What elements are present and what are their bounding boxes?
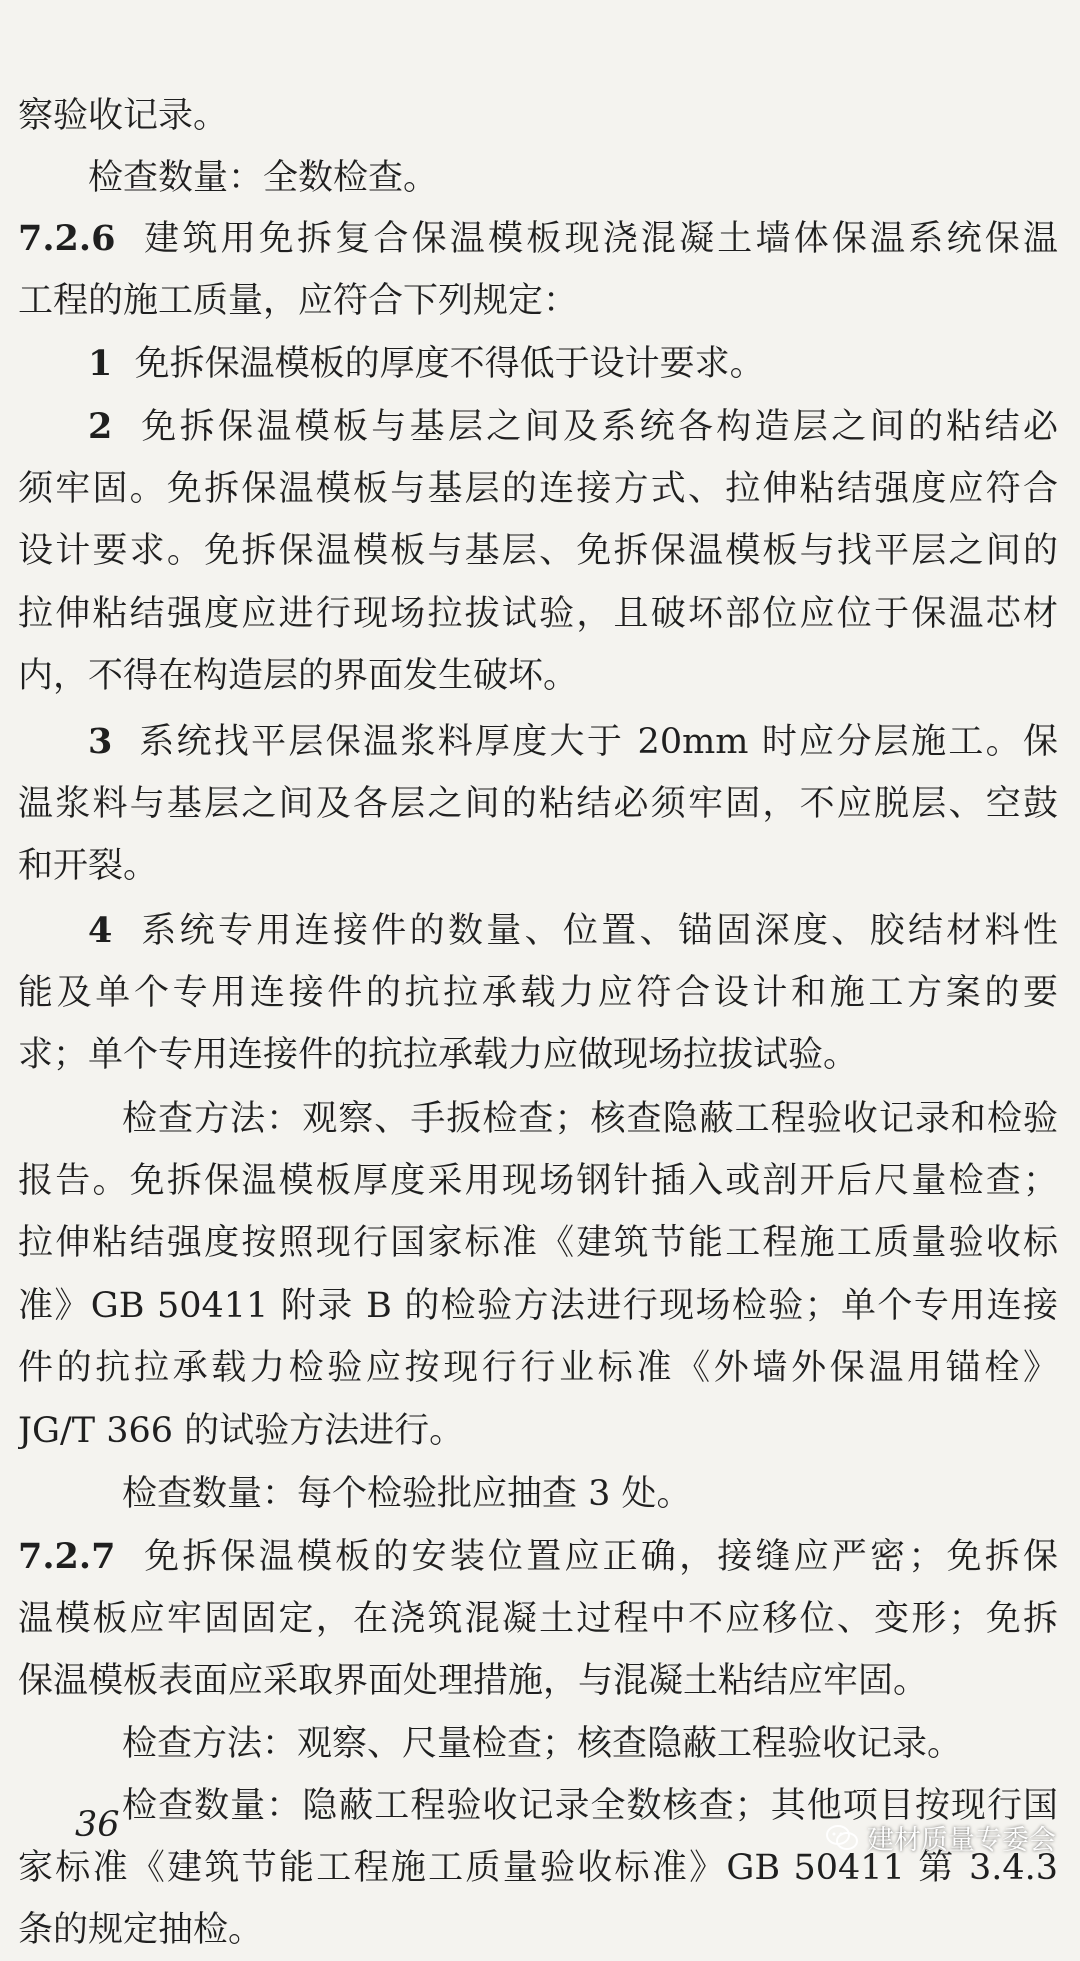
text-line: 须牢固。免拆保温模板与基层的连接方式、拉伸粘结强度应符合 [18,469,1058,509]
clause-heading: 7.2.6 建筑用免拆复合保温模板现浇混凝土墙体保温系统保温 [18,218,1058,259]
text-line: 设计要求。免拆保温模板与基层、免拆保温模板与找平层之间的 [18,531,1058,571]
text-line: 求；单个专用连接件的抗拉承载力应做现场拉拔试验。 [18,1035,859,1075]
list-item: 1 免拆保温模板的厚度不得低于设计要求。 [88,343,765,384]
text-line: 检查方法：观察、尺量检查；核查隐蔽工程验收记录。 [122,1724,963,1764]
clause-number: 7.2.6 [18,218,116,259]
item-number: 1 [88,343,113,384]
item-number: 3 [88,721,113,762]
text-line: 检查数量：隐蔽工程验收记录全数核查；其他项目按现行国 [122,1786,1058,1826]
watermark-text: 建材质量专委会 [867,1825,1056,1856]
clause-heading: 7.2.7 免拆保温模板的安装位置应正确，接缝应严密；免拆保 [18,1536,1058,1577]
text-line: 内，不得在构造层的界面发生破坏。 [18,656,579,696]
list-item: 4 系统专用连接件的数量、位置、锚固深度、胶结材料性 [88,910,1058,951]
wechat-icon [825,1824,859,1852]
text-line: 准》GB 50411 附录 B 的检验方法进行现场检验；单个专用连接 [18,1286,1058,1326]
item-number: 4 [88,910,113,951]
text-line: 报告。免拆保温模板厚度采用现场钢针插入或剖开后尺量检查； [18,1161,1058,1201]
text-line: 家标准《建筑节能工程施工质量验收标准》GB 50411 第 3.4.3 [18,1848,1058,1888]
text-line: 检查方法：观察、手扳检查；核查隐蔽工程验收记录和检验 [122,1099,1058,1139]
text-line: 能及单个专用连接件的抗拉承载力应符合设计和施工方案的要 [18,973,1058,1013]
text-line: JG/T 366 的试验方法进行。 [18,1411,465,1451]
watermark [825,1818,1056,1857]
list-item: 2 免拆保温模板与基层之间及系统各构造层之间的粘结必 [88,406,1058,447]
clause-number: 7.2.7 [18,1536,116,1577]
text-line: 保温模板表面应采取界面处理措施，与混凝土粘结应牢固。 [18,1661,929,1701]
text-line: 和开裂。 [18,846,159,886]
text-line: 条的规定抽检。 [18,1910,264,1950]
text-line: 拉伸粘结强度按照现行国家标准《建筑节能工程施工质量验收标 [18,1223,1058,1263]
list-item: 3 系统找平层保温浆料厚度大于 20mm 时应分层施工。保 [88,721,1058,762]
page-number: 36 [75,1805,120,1845]
text-line: 温模板应牢固固定，在浇筑混凝土过程中不应移位、变形；免拆 [18,1599,1058,1639]
text-line: 拉伸粘结强度应进行现场拉拔试验，且破坏部位应位于保温芯材 [18,594,1058,634]
text-line: 件的抗拉承载力检验应按现行行业标准《外墙外保温用锚栓》 [18,1348,1058,1388]
text-line: 察验收记录。 [18,96,229,136]
text-line: 工程的施工质量，应符合下列规定： [18,281,579,321]
text-line: 检查数量：每个检验批应抽查 3 处。 [122,1474,692,1514]
text-line: 温浆料与基层之间及各层之间的粘结必须牢固，不应脱层、空鼓 [18,784,1058,824]
item-number: 2 [88,406,113,447]
text-line: 检查数量：全数检查。 [88,158,439,198]
